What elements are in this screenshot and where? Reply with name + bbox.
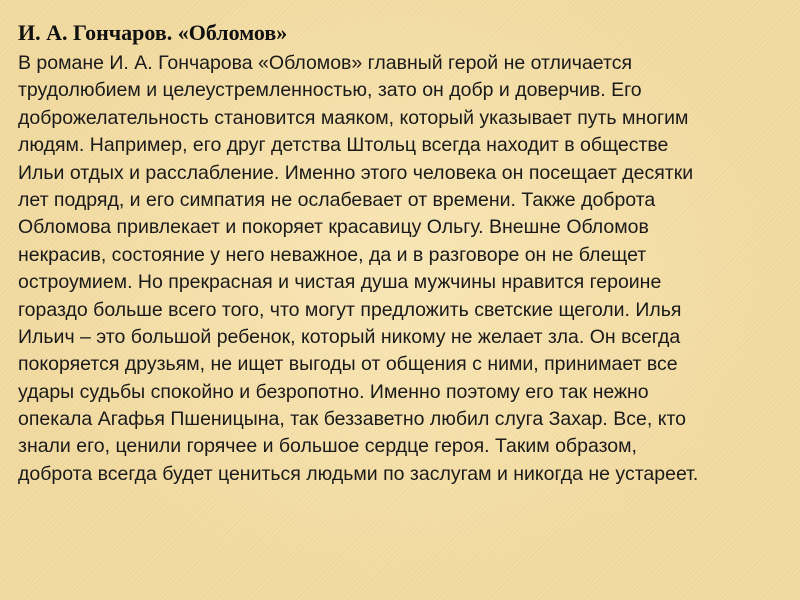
text-line: остроумием. Но прекрасная и чистая душа мужчины нравится героине	[18, 271, 662, 294]
text-line: лет подряд, и его симпатия не ослабевает от времени. Также доброта	[18, 188, 656, 211]
slide-title: И. А. Гончаров. «Обломов»	[18, 20, 288, 45]
text-line: В романе И. А. Гончарова «Обломов» главный герой не отличается	[18, 52, 633, 74]
text-line: людям. Например, его друг детства Штольц всегда находит в обществе	[18, 134, 669, 157]
text-line: опекала Агафья Пшеницына, так беззаветно любил слуга Захар. Все, кто	[18, 408, 686, 431]
text-line: покоряется друзьям, не ищет выгоды от общения с ними, принимает все	[18, 353, 678, 376]
text-line: доброта всегда будет цениться людьми по заслугам и никогда не устареет.	[18, 462, 699, 485]
text-line: некрасив, состояние у него неважное, да и в разговоре он не блещет	[18, 243, 647, 266]
text-line: доброжелательность становится маяком, который указывает путь многим	[18, 106, 689, 129]
text-line: Ильич – это большой ребенок, который никому не желает зла. Он всегда	[18, 325, 681, 348]
text-line: знали его, ценили горячее и большое сердце героя. Таким образом,	[18, 435, 637, 458]
text-line: Обломова привлекает и покоряет красавицу Ольгу. Внешне Обломов	[18, 216, 649, 239]
text-line: гораздо больше всего того, что могут предложить светские щеголи. Илья	[18, 298, 682, 321]
text-line: удары судьбы спокойно и безропотно. Именно поэтому его так нежно	[18, 380, 649, 403]
slide-body-text	[18, 50, 794, 488]
text-line: Ильи отдых и расслабление. Именно этого человека он посещает десятки	[18, 161, 694, 184]
text-line: трудолюбием и целеустремленностью, зато он добр и доверчив. Его	[18, 79, 642, 102]
